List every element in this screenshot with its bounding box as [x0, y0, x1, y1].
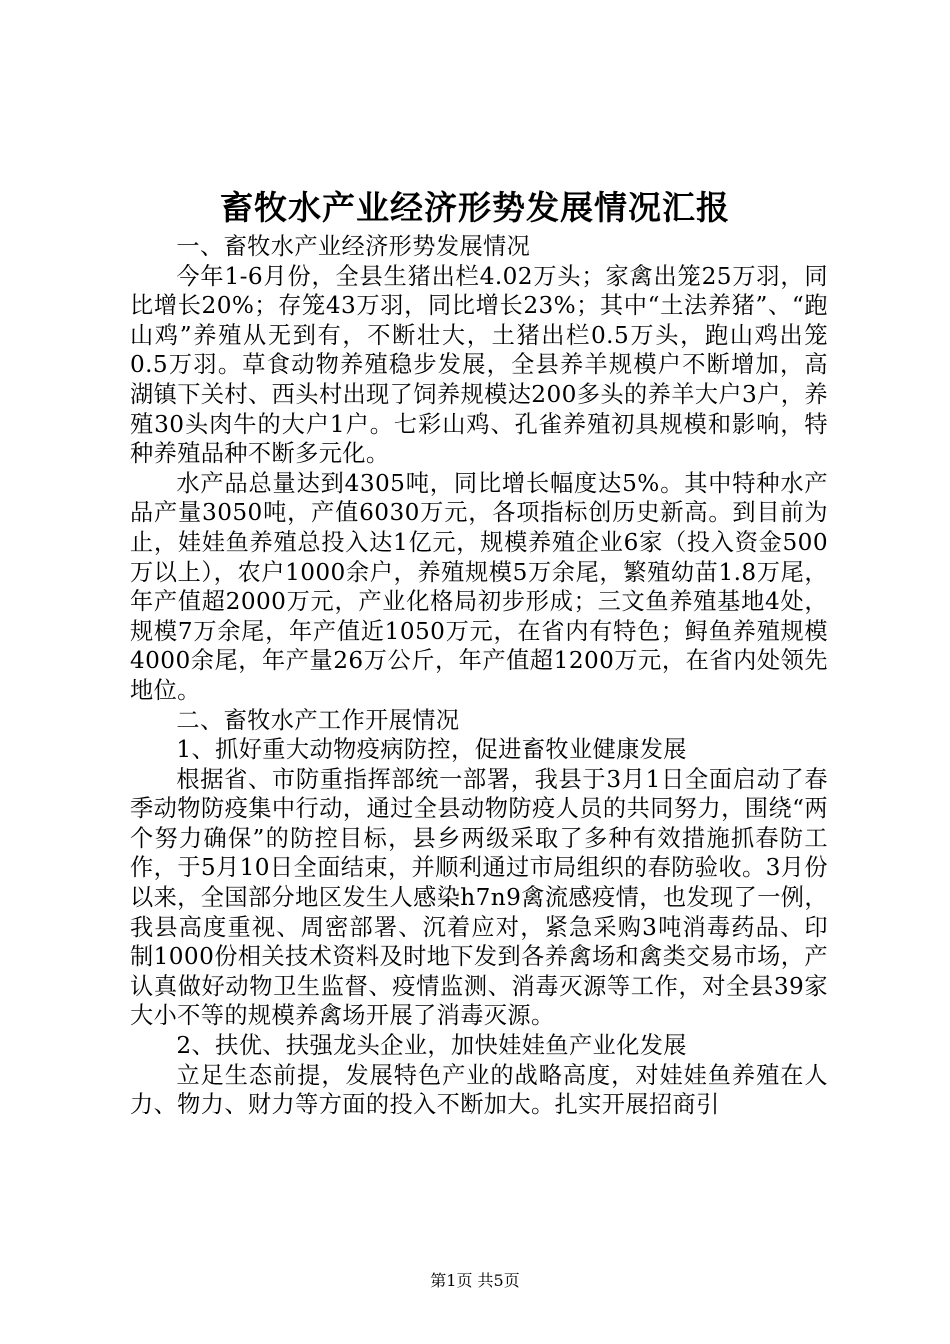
section-heading: 二、畜牧水产工作开展情况: [176, 706, 460, 734]
paragraph: 根据省、市防重指挥部统一部署，我县于3月1日全面启动了春季动物防疫集中行动，通过全县动物防疫人员的共同努力，围绕“两个努力确保”的防控目标，县乡两级采取了多种有效措施抓春防工作，于5月10日全面结束，并顺利通过市局组织的春防验收。3月份以来，全国部分地区发生人感染h7n9禽流感疫情，也发现了一例，我县高度重视、周密部署、沉着应对，紧急采购3吨消毒药品、印制1000份相关技术资料及时地下发到各养禽场和禽类交易市场，产认真做好动物卫生监督、疫情监测、消毒灭源等工作，对全县39家大小不等的规模养禽场开展了消毒灭源。: [130, 765, 828, 1030]
paragraph: 今年1-6月份，全县生猪出栏4.02万头；家禽出笼25万羽，同比增长20%；存笼43万羽，同比增长23%；其中“土法养猪”、“跑山鸡”养殖从无到有，不断壮大，土猪出栏0.5万头，跑山鸡出笼0.5万羽。草食动物养殖稳步发展，全县养羊规模户不断增加，高湖镇下关村、西头村出现了饲养规模达200多头的养羊大户3户，养殖30头肉牛的大户1户。七彩山鸡、孔雀养殖初具规模和影响，特种养殖品种不断多元化。: [130, 262, 828, 468]
section-heading: 一、畜牧水产业经济形势发展情况: [176, 233, 531, 260]
paragraph: 立足生态前提，发展特色产业的战略高度，对娃娃鱼养殖在人力、物力、财力等方面的投入不断加大。扎实开展招商引: [130, 1061, 828, 1119]
subsection-heading: 1、抓好重大动物疫病防控，促进畜牧业健康发展: [176, 736, 687, 764]
subsection-heading: 2、扶优、扶强龙头企业，加快娃娃鱼产业化发展: [176, 1032, 687, 1060]
paragraph: 水产品总量达到4305吨，同比增长幅度达5%。其中特种水产品产量3050吨，产值6030万元，各项指标创历史新高。到目前为止，娃娃鱼养殖总投入达1亿元，规模养殖企业6家（投入资金500万以上），农户1000余户，养殖规模5万余尾，繁殖幼苗1.8万尾，年产值超2000万元，产业化格局初步形成；三文鱼养殖基地4处，规模7万余尾，年产值近1050万元，在省内有特色；鲟鱼养殖规模4000余尾，年产量26万公斤，年产值超1200万元，在省内处领先地位。: [130, 469, 828, 704]
page-footer: 第1页 共5页: [430, 1271, 520, 1290]
document-body: [130, 232, 828, 1120]
document-title: 畜牧水产业经济形势发展情况汇报: [220, 188, 730, 227]
